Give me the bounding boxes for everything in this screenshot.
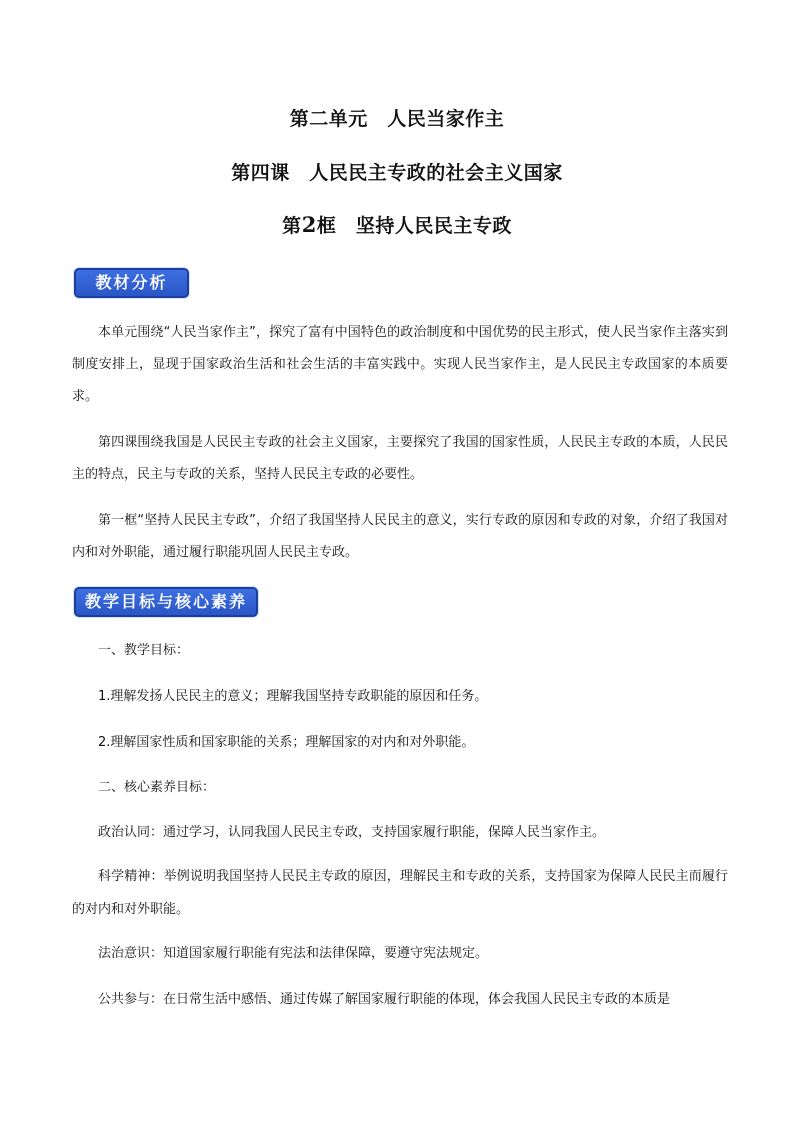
section-heading-analysis: 教材分析 [74,268,189,298]
frame-title [0,211,794,238]
teaching-goal-item-2: 2.理解国家性质和国家职能的关系；理解国家的对内和对外职能。 [98,735,475,750]
core-goal-science: 科学精神：举例说明我国坚持人民民主专政的原因，理解民主和专政的关系，支持国家为保障人民民主而履行的对内和对外职能。 [72,869,728,917]
teaching-goals-title: 一、教学目标： [98,643,190,658]
lesson-title: 第四课 人民民主专政的社会主义国家 [231,162,563,184]
teaching-goal-item-1: 1.理解发扬人民民主的意义；理解我国坚持专政职能的原因和任务。 [98,689,488,704]
core-goal-law: 法治意识：知道国家履行职能有宪法和法律保障，要遵守宪法规定。 [98,946,489,961]
core-goal-participation: 公共参与：在日常生活中感悟、通过传媒了解国家履行职能的体现，体会我国人民民主专政的本质是 [98,992,671,1007]
analysis-paragraph-1: 本单元围绕“人民当家作主”，探究了富有中国特色的政治制度和中国优势的民主形式，使人民当家作主落实到制度安排上，显现于国家政治生活和社会生活的丰富实践中。实现人民当家作主，是人民民主专政国家的本质要求。 [72,325,728,404]
analysis-paragraph-3: 第一框“坚持人民民主专政”，介绍了我国坚持人民民主的意义，实行专政的原因和专政的对象，介绍了我国对内和对外职能，通过履行职能巩固人民民主专政。 [72,513,728,560]
frame-title-prefix: 第 [282,215,302,237]
frame-title-suffix: 框 坚持人民民主专政 [316,215,512,237]
core-goal-political: 政治认同：通过学习，认同我国人民民主专政，支持国家履行职能，保障人民当家作主。 [98,825,606,840]
frame-title-number: 2 [301,212,317,237]
core-goals-title: 二、核心素养目标： [98,780,216,795]
section-heading-goals: 教学目标与核心素养 [74,587,258,617]
analysis-paragraph-2: 第四课围绕我国是人民民主专政的社会主义国家，主要探究了我国的国家性质，人民民主专政的本质，人民民主的特点，民主与专政的关系，坚持人民民主专政的必要性。 [72,435,728,482]
unit-title: 第二单元 人民当家作主 [289,108,505,130]
